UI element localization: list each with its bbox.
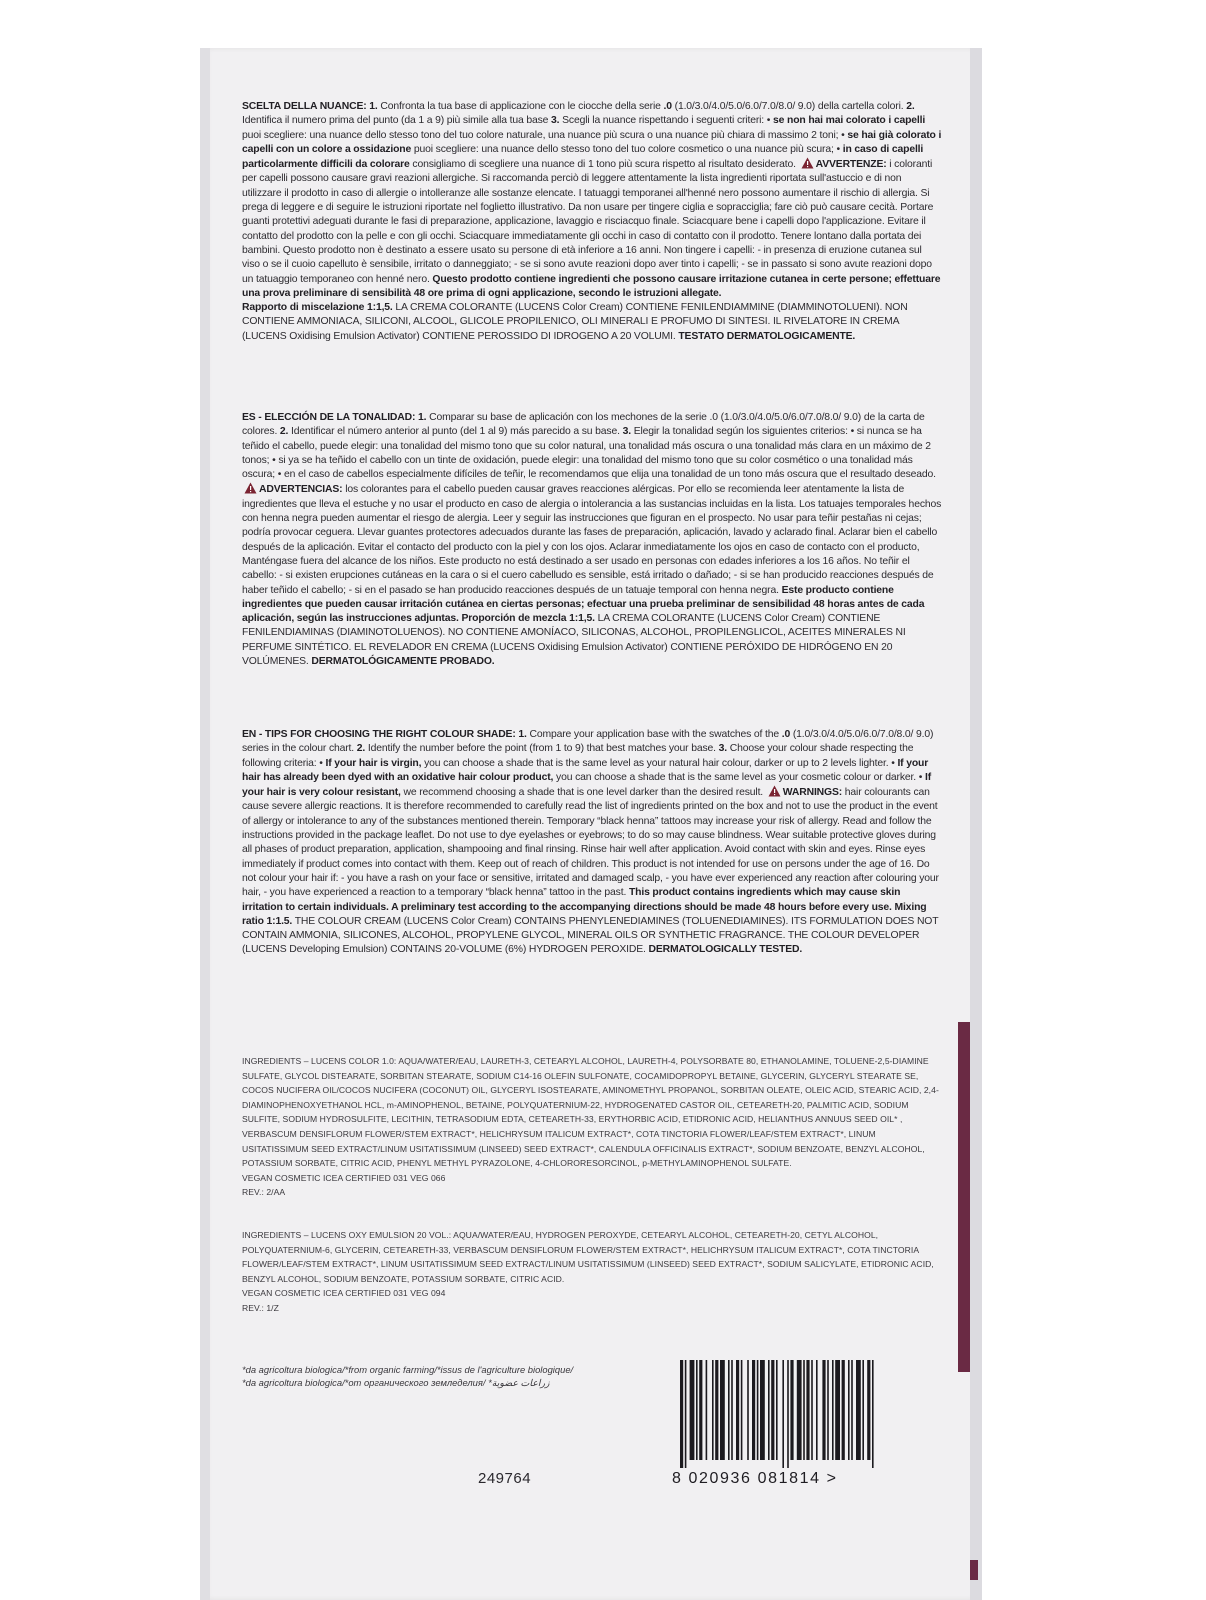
ingredients-color-cream xyxy=(242,1054,942,1200)
barcode-bar xyxy=(736,1360,739,1460)
it-bold: Rapporto di miscelazione 1:1,5. xyxy=(242,302,393,314)
ingredients-list: INGREDIENTS – LUCENS OXY EMULSION 20 VOL.: AQUA/WATER/EAU, HYDROGEN PEROXYDE, CETEARYL ALCOHOL, CETEARETH-20, CETYL ALCOHOL, POLYQUATERNIUM-6, GLYCERIN, CETEARETH-33, VERBASCUM DENSIFLORUM FLOWER/STEM EXTRACT*, HELICHRYSUM ITALICUM EXTRACT*, COTA TINCTORIA FLOWER/LEAF/STEM EXTRACT*, LINUM USITATISSIMUM SEED EXTRACT/LINUM USITATISSIMUM (LINSEED) SEED EXTRACT*, SODIUM SALICYLATE, ETIDRONIC ACID, BENZYL ALCOHOL, SODIUM BENZOATE, POTASSIUM SORBATE, CITRIC ACID. xyxy=(242,1230,934,1284)
it-text: puoi scegliere: una nuance dello stesso tono del tuo colore naturale, una nuance più scura o una nuance più chiara di massimo 2 toni; • xyxy=(242,129,848,141)
barcode-bar xyxy=(856,1360,861,1460)
es-text: Comparar su base de aplicación con los mechones de la serie .0 (1.0/3.0/4.0/5.0/6.0/7.0/8.0/ 9.0) de la carta de colores. xyxy=(242,412,925,438)
barcode-bar xyxy=(760,1360,765,1460)
barcode-bar xyxy=(842,1360,845,1460)
barcode-bar xyxy=(811,1360,813,1460)
es-bold: DERMATOLÓGICAMENTE PROBADO. xyxy=(311,656,495,668)
barcode-bar xyxy=(848,1360,850,1460)
barcode-bar xyxy=(776,1360,778,1460)
it-heading: SCELTA DELLA NUANCE: 1. xyxy=(242,101,378,112)
barcode-bar xyxy=(680,1360,683,1468)
instructions-spanish xyxy=(242,411,942,669)
es-bold: 3. xyxy=(622,426,631,438)
en-text: you can choose a shade that is the same level as your natural hair colour, darker or up to 2 levels lighter. • xyxy=(421,757,898,769)
lot-code: 249764 xyxy=(478,1470,532,1487)
it-text: Scegli la nuance rispettando i seguenti criteri: • xyxy=(559,115,773,127)
vegan-certification: VEGAN COSMETIC ICEA CERTIFIED 031 VEG 066 xyxy=(242,1172,446,1183)
it-bold: 2. xyxy=(906,101,915,112)
es-text: LA CREMA COLORANTE (LUCENS Color Cream) CONTIENE FENILENDIAMINAS (DIAMINOTOLUENOS). NO CONTIENE AMONÍACO, SILICONAS, ALCOHOL, PROPILENGLICOL, ACEITES MINERALES NI PERFUME SINTÉTICO. EL REVELADOR EN CREMA (LUCENS Oxidising Emulsion Activator) CONTIENE PERÓXIDO DE HIDRÓGENO EN 20 VOLÚMENES. xyxy=(242,613,906,668)
warning-icon xyxy=(768,785,781,797)
en-text: THE COLOUR CREAM (LUCENS Color Cream) CONTAINS PHENYLENEDIAMINES (TOLUENEDIAMINES). ITS FORMULATION DOES NOT CONTAIN AMMONIA, SILICONES, ALCOHOL, PROPYLENE GLYCOL, MINERAL OILS OR SYNTHETIC FRAGRANCE. THE COLOUR DEVELOPER (LUCENS Developing Emulsion) CONTAINS 20-VOLUME (6%) HYDROGEN PEROXIDE. xyxy=(242,915,939,956)
en-warning-heading: WARNINGS: xyxy=(782,787,843,799)
barcode xyxy=(676,1358,936,1468)
footnote-line: *da agricoltura biologica/*от органического земледелия/ *زراعات عضوية xyxy=(242,1376,550,1388)
instructions-italian xyxy=(242,100,942,344)
en-bold: DERMATOLOGICALLY TESTED. xyxy=(648,944,803,956)
barcode-bar xyxy=(715,1360,718,1460)
en-heading: EN - TIPS FOR CHOOSING THE RIGHT COLOUR SHADE: 1. xyxy=(242,729,527,740)
instructions-english xyxy=(242,728,942,958)
box-right-edge xyxy=(970,48,982,1600)
barcode-bar xyxy=(706,1360,708,1460)
barcode-bar xyxy=(816,1360,818,1460)
it-bold: .0 xyxy=(663,101,672,112)
barcode-bar xyxy=(747,1360,749,1460)
ingredients-oxy-emulsion xyxy=(242,1228,942,1316)
es-heading: ES - ELECCIÓN DE LA TONALIDAD: 1. xyxy=(242,412,427,423)
barcode-bar xyxy=(771,1360,774,1460)
en-text: Compare your application base with the swatches of the xyxy=(526,729,782,740)
barcode-bar xyxy=(803,1360,805,1460)
es-text: los colorantes para el cabello pueden causar graves reacciones alérgicas. Por ello se recomienda leer atentamente la lista de ingredientes que lleva el estuche y no usar el producto en caso de alergia o intolerancia a las sustancias incluidas en la lista. Los tatuajes temporales hechos con henna negra pueden aumentar el riesgo de alergia. Leer y seguir las instrucciones que figuran en el prospecto. No usar para teñir pestañas ni cejas; podría provocar ceguera. Llevar guantes protectores adecuados durante las fases de preparación, aplicación, lavado y aclarado final. Aclarar bien el cabello después de la aplicación. Evitar el contacto del producto con la piel y con los ojos. Aclarar inmediatamente los ojos en caso de contacto con el producto, Manténgase fuera del alcance de los niños. Este producto no está destinado a ser usado en personas con edades inferiores a los 16 años. No teñir el cabello: - si existen erupciones cutáneas en la cara o si el cuero cabelludo es sensible, está irritado o dañado; - si se han producido reacciones después de haber teñido el cabello; - si en el pasado se han producido reacciones después de un tatuaje temporal con henna negra. xyxy=(242,484,942,596)
barcode-bar xyxy=(768,1360,770,1460)
it-bold: in caso di capelli particolarmente difficili da colorare xyxy=(242,143,924,171)
barcode-bar xyxy=(712,1360,714,1460)
box-left-edge xyxy=(200,48,210,1600)
barcode-bar xyxy=(872,1360,874,1468)
footnote-line: *da agricoltura biologica/*from organic farming/*issus de l'agriculture biologique/ xyxy=(242,1364,574,1375)
revision-code: REV.: 1/Z xyxy=(242,1302,279,1313)
it-bold: 3. xyxy=(551,115,560,127)
barcode-bar xyxy=(685,1360,687,1468)
en-text: you can choose a shade that is the same level as your cosmetic colour or darker. • xyxy=(553,771,925,783)
barcode-bar xyxy=(851,1360,853,1460)
barcode-bar xyxy=(720,1360,725,1460)
es-warning-heading: ADVERTENCIAS: xyxy=(259,484,343,496)
en-bold: If your hair is very colour resistant, xyxy=(242,771,932,799)
barcode-bar xyxy=(827,1360,829,1460)
barcode-bar xyxy=(696,1360,698,1460)
it-text: i coloranti per capelli possono causare gravi reazioni allergiche. Si raccomanda perciò di leggere attentamente la lista ingredienti riportata sull'astuccio e di non utilizzare il prodotto in caso di allergie o intolleranze alle sostanze elencate. I tatuaggi temporanei all'henné nero possono aumentare il rischio di allergia. Si prega di leggere e di seguire le istruzioni riportate nel foglietto illustrativo. Da non usare per tingere ciglia e sopracciglia; fare ciò può causare cecità. Portare guanti protettivi adeguati durante le fasi di preparazione, applicazione, lavaggio e risciacquo finale. Sciacquare bene i capelli dopo l'applicazione. Evitare il contatto del prodotto con la pelle e con gli occhi. Sciacquare immediatamente gli occhi in caso di contatto con il prodotto. Tenere lontano dalla portata dei bambini. Questo prodotto non è destinato a essere usato su persone di età inferiore a 16 anni. Non tingere i capelli: - in presenza di eruzione cutanea sul viso o se il cuoio capelluto è sensibile, irritato o danneggiato; - se si sono avute reazioni dopo aver tinto i capelli; - se in passato si sono avute reazioni dopo un tatuaggio temporaneo con henné nero. xyxy=(242,159,934,285)
organic-footnote xyxy=(242,1364,662,1389)
es-bold: Este producto contiene ingredientes que pueden causar irritación cutánea en ciertas personas; efectuar una prueba preliminar de sensibilidad 48 horas antes de cada aplicación, según las instrucciones adjuntas. Proporción de mezcla 1:1,5. xyxy=(242,584,925,625)
barcode-bar xyxy=(867,1360,870,1460)
it-text: Confronta la tua base di applicazione con le ciocche della serie xyxy=(377,101,664,112)
en-text: Choose your colour shade respecting the following criteria: • xyxy=(242,743,914,769)
it-bold: se hai già colorato i capelli con un colore a ossidazione xyxy=(242,129,942,155)
barcode-bar xyxy=(787,1360,789,1468)
en-text: hair colourants can cause severe allergic reactions. It is therefore recommended to carefully read the list of ingredients printed on the box and not to use the product in the event of allergy or intolerance to any of the substances mentioned therein. Temporary “black henna” tattoos may increase your risk of allergy. Read and follow the instructions provided in the package leaflet. Do not use to dye eyelashes or eyebrows; to do so may cause blindness. Wear suitable protective gloves during all phases of product preparation, application, shampooing and final rinsing. Rinse hair well after application. Avoid contact with skin and eyes. Rinse eyes immediately if product comes into contact with them. Keep out of reach of children. This product is not intended for use on persons under the age of 16. Do not colour your hair if: - you have a rash on your face or sensitive, irritated and damaged scalp, - you have ever experienced any reaction after colouring your hair, - you have experienced a reaction to a temporary “black henna” tattoo in the past. xyxy=(242,787,939,899)
barcode-bar xyxy=(832,1360,834,1460)
en-bold: If your hair is virgin, xyxy=(325,757,422,769)
barcode-bar xyxy=(757,1360,759,1460)
barcode-bar xyxy=(862,1360,864,1460)
it-text: puoi scegliere: una nuance dello stesso tono del tuo colore cosmetico o una nuance più scura; • xyxy=(411,143,843,155)
es-bold: 2. xyxy=(279,426,289,438)
en-bold: 2. xyxy=(356,743,366,755)
color-accent-strip xyxy=(958,1022,970,1372)
en-text: we recommend choosing a shade that is one level darker than the desired result. xyxy=(400,787,764,799)
barcode-bar xyxy=(690,1360,695,1460)
barcode-bar xyxy=(728,1360,730,1460)
it-bold: se non hai mai colorato i capelli xyxy=(773,115,926,127)
en-text: (1.0/3.0/4.0/5.0/6.0/7.0/8.0/ 9.0) series in the colour chart. xyxy=(242,729,934,755)
it-warning-heading: AVVERTENZE: xyxy=(815,159,887,171)
it-text: Identifica il numero prima del punto (da 1 a 9) più simile alla tua base xyxy=(242,115,552,127)
barcode-number: 8 020936 081814 > xyxy=(672,1470,838,1487)
barcode-bar xyxy=(822,1360,825,1460)
barcode-bar xyxy=(731,1360,733,1460)
it-bold: TESTATO DERMATOLOGICAMENTE. xyxy=(678,330,856,342)
en-bold: .0 xyxy=(781,729,791,740)
it-text: LA CREMA COLORANTE (LUCENS Color Cream) CONTIENE FENILENDIAMMINE (DIAMMINOTOLUENI). NON CONTIENE AMMONIACA, SILICONI, ALCOOL, GLICOLE PROPILENICO, OLI MINERALI E PROFUMO DI SINTESI. IL RIVELATORE IN CREMA (LUCENS Oxidising Emulsion Activator) CONTIENE PEROSSIDO DI IDROGENO A 20 VOLUMI. xyxy=(242,302,908,342)
barcode-bar xyxy=(752,1360,755,1460)
barcode-bar xyxy=(741,1360,743,1460)
barcode-bar xyxy=(806,1360,809,1460)
ingredients-list: INGREDIENTS – LUCENS COLOR 1.0: AQUA/WATER/EAU, LAURETH-3, CETEARYL ALCOHOL, LAURETH-4, POLYSORBATE 80, ETHANOLAMINE, TOLUENE-2,5-DIAMINE SULFATE, GLYCOL DISTEARATE, SORBITAN STEARATE, SODIUM C14-16 OLEFIN SULFONATE, COCAMIDOPROPYL BETAINE, GLYCERIN, GLYCERYL STEARATE SE, COCOS NUCIFERA OIL/COCOS NUCIFERA (COCONUT) OIL, GLYCERYL ISOSTEARATE, AMINOMETHYL PROPANOL, SORBITAN OLEATE, OLEIC ACID, STEARIC ACID, 2,4-DIAMINOPHENOXYETHANOL HCL, m-AMINOPHENOL, BETAINE, POLYQUATERNIUM-22, HYDROGENATED CASTOR OIL, CETEARETH-20, PALMITIC ACID, SODIUM SULFITE, SODIUM HYDROSULFITE, LECITHIN, TETRASODIUM EDTA, CETEARETH-33, ERYTHORBIC ACID, ETIDRONIC ACID, HELIANTHUS ANNUUS SEED OIL* , VERBASCUM DENSIFLORUM FLOWER/STEM EXTRACT*, HELICHRYSUM ITALICUM EXTRACT*, COTA TINCTORIA FLOWER/LEAF/STEM EXTRACT*, LINUM USITATISSIMUM SEED EXTRACT/LINUM USITATISSIMUM (LINSEED) SEED EXTRACT*, CALENDULA OFFICINALIS EXTRACT*, SODIUM BENZOATE, BENZYL ALCOHOL, POTASSIUM SORBATE, CITRIC ACID, PHENYL METHYL PYRAZOLONE, 4-CHLORORESORCINOL, p-METHYLAMINOPHENOL SULFATE. xyxy=(242,1056,939,1169)
barcode-bar xyxy=(699,1360,702,1460)
en-bold: 3. xyxy=(718,743,727,755)
en-bold: If your hair has already been dyed with an oxidative hair colour product, xyxy=(242,757,929,783)
color-accent-mark xyxy=(970,1560,978,1580)
vegan-certification: VEGAN COSMETIC ICEA CERTIFIED 031 VEG 094 xyxy=(242,1288,446,1299)
it-text: consigliamo di scegliere una nuance di 1 tono più scura rispetto al risultato desiderato. xyxy=(409,159,796,171)
en-bold: This product contains ingredients which may cause skin irritation to certain individuals. A preliminary test according to the accompanying directions should be made 48 hours before every use. Mixing ratio 1:1.5. xyxy=(242,887,927,927)
warning-icon xyxy=(244,482,257,494)
barcode-bar xyxy=(782,1360,784,1468)
barcode-bar xyxy=(835,1360,840,1460)
it-text: (1.0/3.0/4.0/5.0/6.0/7.0/8.0/ 9.0) della cartella colori. xyxy=(671,101,907,112)
es-text: Identificar el número anterior al punto (del 1 al 9) más parecido a su base. xyxy=(288,426,623,438)
en-text: Identify the number before the point (from 1 to 9) that best matches your base. xyxy=(365,743,719,755)
warning-icon xyxy=(801,157,814,169)
revision-code: REV.: 2/AA xyxy=(242,1187,286,1198)
barcode-bar xyxy=(797,1360,802,1460)
barcode-bar xyxy=(790,1360,793,1460)
it-bold: Questo prodotto contiene ingredienti che possono causare irritazione cutanea in certe persone; effettuare una prova preliminare di sensibilità 48 ore prima di ogni applicazione, secondo le istruzioni allegate. xyxy=(242,273,941,299)
es-text: Elegir la tonalidad según los siguientes criterios: • si nunca se ha teñido el cabello, puede elegir: una tonalidad del mismo tono que su color natural, una tonalidad más oscura o una tonalidad más clara en un máximo de 2 tonos; • si ya se ha teñido el cabello con un tinte de oxidación, puede elegir: una tonalidad del mismo tono que su color cosmético o una tonalidad más oscura; • en el caso de cabellos especialmente difíciles de teñir, le recomendamos que elija una tonalidad de un tono más oscura que el resultado deseado. xyxy=(242,426,936,481)
